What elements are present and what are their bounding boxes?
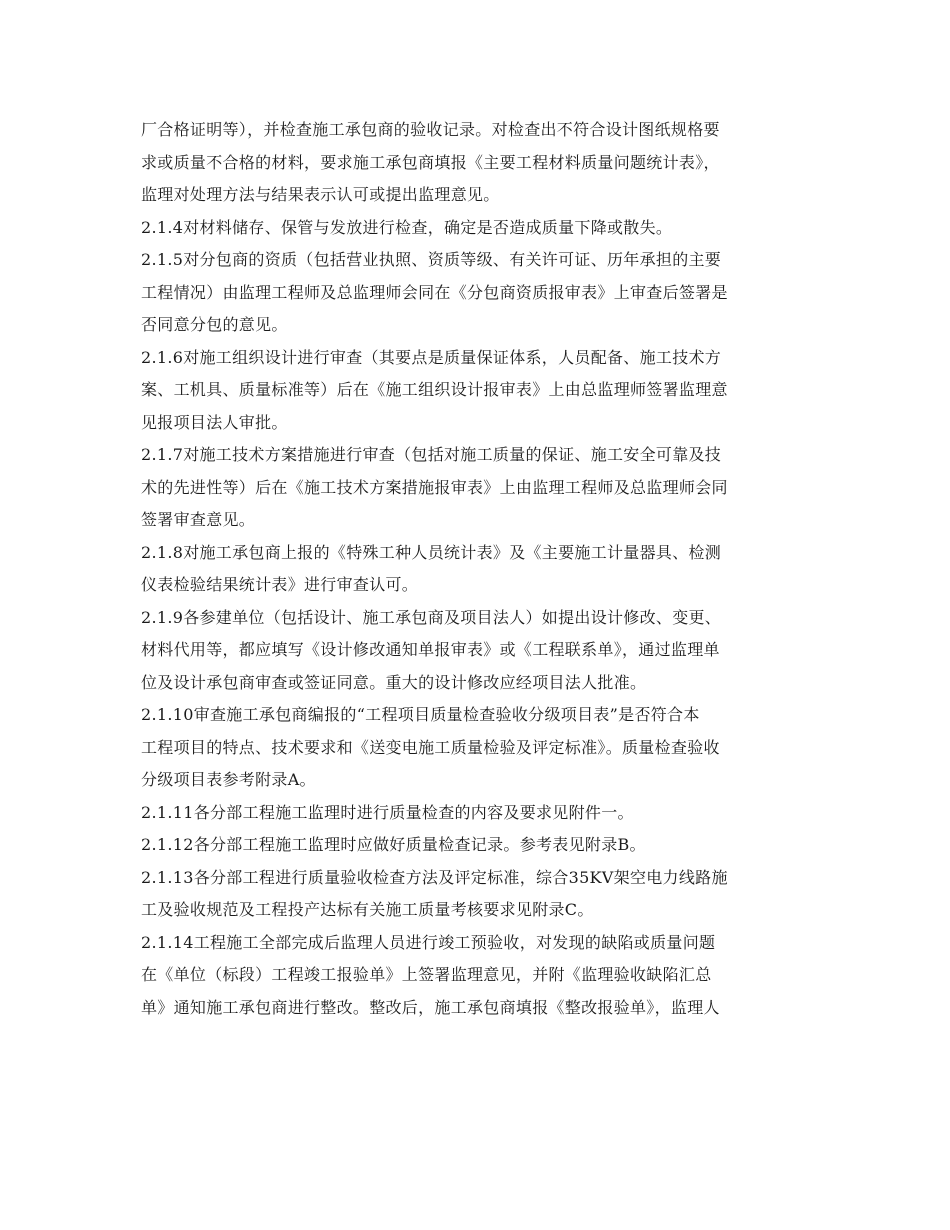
text-line: 术的先进性等）后在《施工技术方案措施报审表》上由监理工程师及总监理师会同 [141, 477, 728, 497]
text-line: 签署审查意见。 [141, 510, 256, 529]
text-line: 单》通知施工承包商进行整改。整改后，施工承包商填报《整改报验单》，监理人 [141, 997, 720, 1017]
text-line: 工及验收规范及工程投产达标有关施工质量考核要求见附录C。 [141, 900, 594, 919]
text-line: 位及设计承包商审查或签证同意。重大的设计修改应经项目法人批准。 [141, 672, 647, 692]
text-line: 工程情况）由监理工程师及总监理师会同在《分包商资质报审表》上审查后签署是 [141, 282, 728, 302]
text-line: 材料代用等，都应填写《设计修改通知单报审表》或《工程联系单》，通过监理单 [141, 640, 720, 659]
text-line: 仪表检验结果统计表》进行审查认可。 [141, 575, 419, 594]
text-line: 2.1.7对施工技术方案措施进行审查（包括对施工质量的保证、施工安全可靠及技 [141, 445, 722, 464]
text-line: 见报项目法人审批。 [141, 412, 288, 432]
text-line: 案、工机具、质量标准等）后在《施工组织设计报审表》上由总监理师签署监理意 [141, 380, 728, 399]
text-line: 2.1.10审查施工承包商编报的“工程项目质量检查验收分级项目表”是否符合本 [141, 705, 700, 724]
document-body [141, 114, 813, 1024]
text-line: 厂合格证明等），并检查施工承包商的验收记录。对检查出不符合设计图纸规格要 [141, 120, 720, 139]
text-line: 2.1.14工程施工全部完成后监理人员进行竣工预验收，对发现的缺陷或质量问题 [141, 932, 716, 952]
text-line: 2.1.13各分部工程进行质量验收检查方法及评定标准，综合35KV架空电力线路施 [141, 867, 728, 887]
text-line: 求或质量不合格的材料，要求施工承包商填报《主要工程材料质量问题统计表》， [141, 152, 720, 172]
text-line: 否同意分包的意见。 [141, 315, 288, 334]
text-line: 2.1.6对施工组织设计进行审查（其要点是质量保证体系，人员配备、施工技术方 [141, 347, 722, 367]
text-line: 2.1.4对材料储存、保管与发放进行检查，确定是否造成质量下降或散失。 [141, 217, 673, 237]
text-line: 2.1.5对分包商的资质（包括营业执照、资质等级、有关许可证、历年承担的主要 [141, 250, 722, 269]
text-line: 工程项目的特点、技术要求和《送变电施工质量检验及评定标准》。质量检查验收 [141, 737, 720, 757]
text-line: 监理对处理方法与结果表示认可或提出监理意见。 [141, 185, 500, 204]
text-line: 在《单位（标段）工程竣工报验单》上签署监理意见，并附《监理验收缺陷汇总 [141, 965, 712, 984]
text-line: 分级项目表参考附录A。 [141, 770, 316, 789]
text-line: 2.1.12各分部工程施工监理时应做好质量检查记录。参考表见附录B。 [141, 835, 646, 854]
text-line: 2.1.8对施工承包商上报的《特殊工种人员统计表》及《主要施工计量器具、检测 [141, 542, 722, 562]
text-line: 2.1.11各分部工程施工监理时进行质量检查的内容及要求见附件一。 [141, 802, 634, 822]
text-line: 2.1.9各参建单位（包括设计、施工承包商及项目法人）如提出设计修改、变更、 [141, 607, 722, 627]
